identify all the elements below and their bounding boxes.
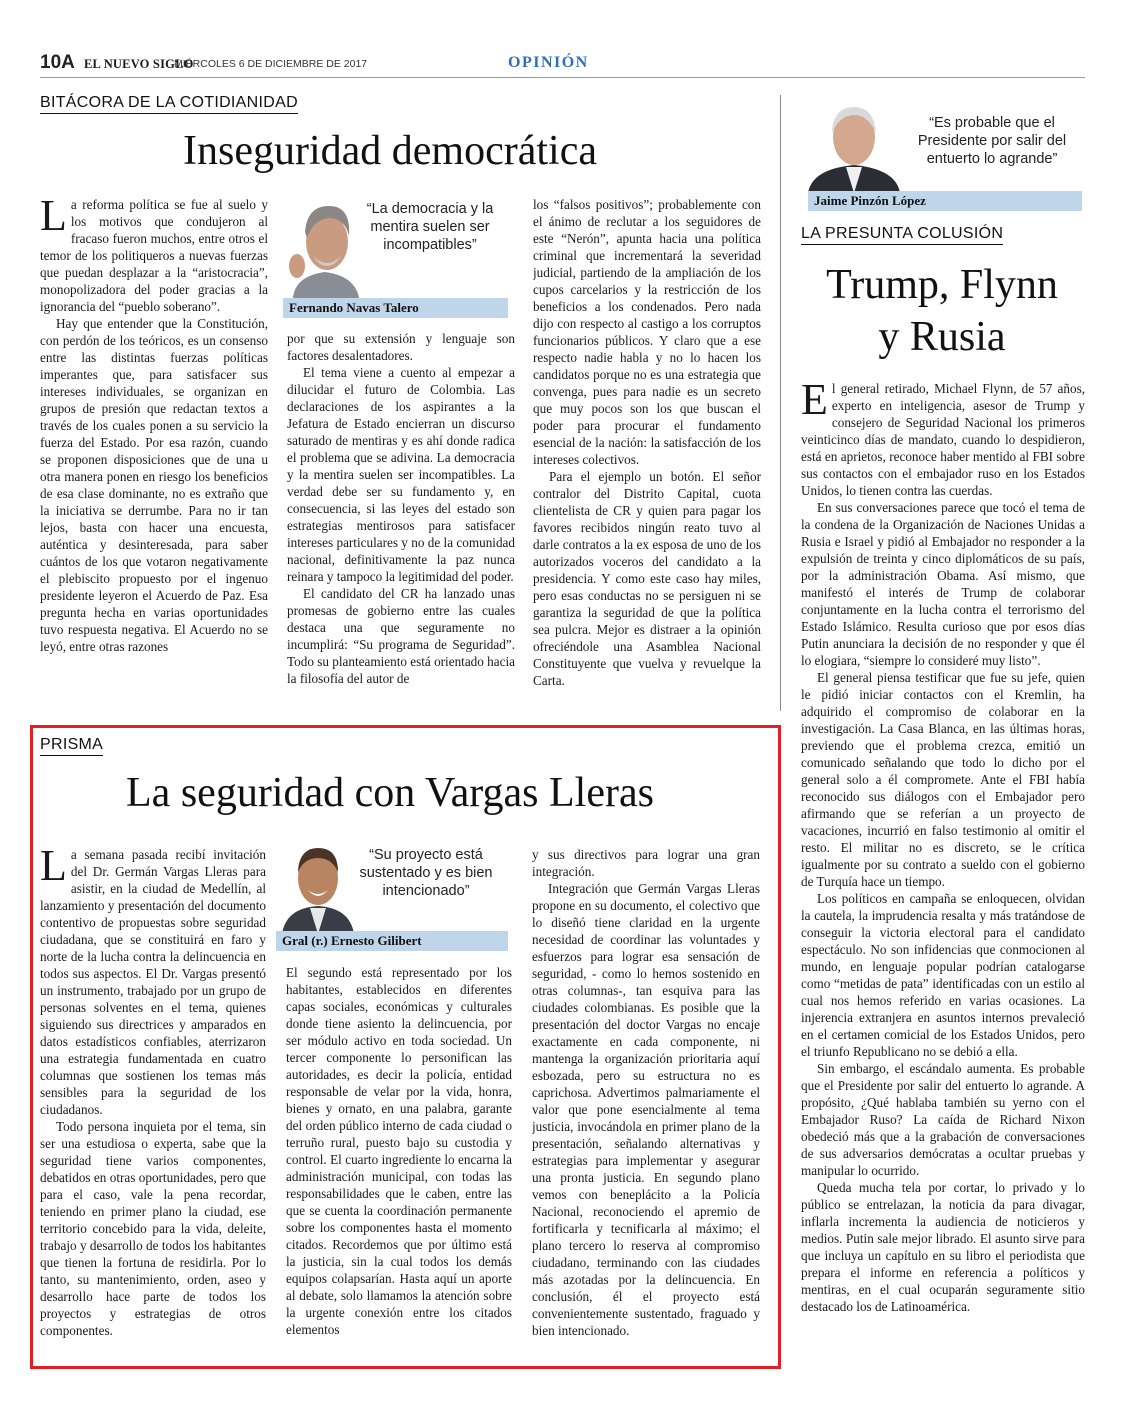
paragraph: Los políticos en campaña se enloquecen, olvidan la cautela, la imprudencia resalta y más tratándose de conseguir la victoria electoral para el candidato espectáculo. No son infidencias que conmocionen al mundo, en lenguaje popular podrían catalogarse como “metidas de pata” identificadas con un estilo al cual nos hemos referido en varias ocasiones. La injerencia extranjera en asuntos internos prevaleció en el certamen comicial de los Estados Unidos, pero el triunfo Republicano no se debió a ella. — [801, 891, 1085, 1059]
article3-headline-line-2: y Rusia — [878, 314, 1006, 360]
section-title: OPINIÓN — [508, 54, 589, 71]
paragraph: El general piensa testificar que fue su jefe, quien le pidió iniciar contactos con el Kremlin, ha adquirido el compromiso de colaborar en la investigación. La Casa Blanca, en las últimas horas, previendo que el problema crezca, emitió un comunicado señalando que todo lo dicho por el general solo a él compromete. Ante el FBI había reconocido sus diálogos con el Embajador pero afirmando que se referían a un proyecto de vacaciones, incurrió en falso testimonio al omitir el resto. El militar no es discreto, se le crítica igualmente por su contrato a sueldo con el gobierno de Turquía hace un tiempo. — [801, 670, 1085, 889]
paragraph: Para el ejemplo un botón. El señor contralor del Distrito Capital, cuota clientelista de CR y quien para pagar los favores recibidos ningún reato tuvo al darle contratos a la ex esposa de uno de los autorizados voceros del candidato a la presidencia. Y como este caso hay miles, pero esas conductas no se persiguen ni se garantiza la seguridad de que la política sea pulcra. Mejor es distraer a la opinión ofreciéndole una Asamblea Nacional Constituyente que vuelva y revuelque la Carta. — [533, 469, 761, 688]
newspaper-name: EL NUEVO SIGLO — [84, 57, 194, 71]
article1-dropcap: L — [40, 196, 67, 240]
article3-pull-quote: “Es probable que el Presidente por salir del entuerto lo agrande” — [917, 115, 1067, 167]
article2-headline: La seguridad con Vargas Lleras — [126, 770, 654, 816]
article2-author-byline: Gral (r.) Ernesto Gilibert — [276, 931, 508, 951]
article2-column-3 — [532, 846, 760, 1354]
issue-date: MIÉRCOLES 6 DE DICIEMBRE DE 2017 — [174, 58, 368, 70]
article2-column-1 — [40, 846, 266, 1354]
paragraph: Integración que Germán Vargas Lleras propone en su documento, el colectivo que lo diseñó tiene claridad en la urgente necesidad de coordinar las voluntades y esfuerzos para lograr esa sensación de seguridad, - como lo hemos sostenido en otras columnas-, tan esquiva para las ciudades colombianas. Es posible que la presentación del doctor Vargas no encaje exactamente en cada componente, ni mantenga la organización prioritaria aquí esbozada, pero su estructura no es caprichosa. Advertimos palmariamente el valor que pone esencialmente al tema justicia, invocándola en primer plano de la presentación, señalando alternativas y estrategias para implementar y asegurar una pronta justicia. En segundo plano vemos con beneplácito a la Policía Nacional, reconociendo el apremio de fortificarla y tecnificarla al máximo; el plano tercero lo reserva al compromiso ciudadano, terminando con las ciudades más azotadas por la delincuencia. En conclusión, él el proyecto está convenientemente sustentado, fraguado y bien intencionado. — [532, 881, 760, 1338]
article1-pull-quote: “La democracia y la mentira suelen ser incompatibles” — [366, 201, 494, 253]
paragraph: a reforma política se fue al suelo y los motivos que condujeron al fracaso fueron muchos, entre otros el temor de los politiqueros a nuevas fuerzas que puedan desplazar a la “aristocracia”, monopolizadora del poder gracias a la ignorancia del “pueblo soberano”. — [40, 197, 268, 314]
paragraph: y sus directivos para lograr una gran integración. — [532, 847, 760, 879]
article1-column-2 — [287, 330, 515, 706]
article2-column-2 — [286, 964, 512, 1354]
article3-dropcap: E — [801, 380, 828, 424]
paragraph: l general retirado, Michael Flynn, de 57 años, experto en inteligencia, asesor de Trump y consejero de Seguridad Nacional los primeros veinticinco días de mandato, cuando lo despidieron, está en aprietos, reconoce haber mentido al FBI sobre sus contactos con el embajador ruso en los Estados Unidos, lo tienen contra las cuerdas. — [801, 381, 1085, 498]
paragraph: El candidato del CR ha lanzado unas promesas de gobierno entre las cuales destaca una que seguramente no incumplirá: “Su programa de Seguridad”. Todo su planteamiento está orientado hacia la filosofía del autor de — [287, 586, 515, 686]
header-rule — [40, 77, 1085, 78]
article1-column-1 — [40, 196, 268, 706]
paragraph: En sus conversaciones parece que tocó el tema de la condena de la Organización de Naciones Unidas a Rusia e Israel y pidió al Embajador no responder a la expulsión de treinta y cinco diplomáticos de su país, por la administración Obama. Así mismo, que manifestó el interés de Trump de colaborar conjuntamente en la lucha contra el terrorismo del Estado Islámico. Resulta curioso que por esos días Putin anunciara la decisión de no responder y que él lo elogiara, “siempre lo consideré muy listo”. — [801, 500, 1085, 668]
article2-pull-quote: “Su proyecto está sustentado y es bien intencionado” — [359, 847, 493, 899]
article3-body — [801, 380, 1085, 1380]
paragraph: Queda mucha tela por cortar, lo privado y lo público se entrelazan, la noticia da para divagar, inflarla incrementa la audiencia de noticieros y medios. Putin sale mejor librado. El asunto sirve para que incluya un capítulo en su libro el periodista que prepara el informe en referencia a políticos y mentiras, en el cual ocuparán seguramente sitio destacado los de Latinoamérica. — [801, 1180, 1085, 1314]
article3-section-label: LA PRESUNTA COLUSIÓN — [801, 224, 1003, 245]
paragraph: El segundo está representado por los habitantes, establecidos en diferentes capas sociales, económicas y culturales donde tiene asiento la delincuencia, por ser módulo activo en toda sociedad. Un tercer componente lo personifican las autoridades, es decir la policía, entidad responsable de velar por la vida, honra, bienes y ornato, en una palabra, garante del orden público interno de cada ciudad o terruño rural, puesto bajo su custodia y control. El cuarto ingrediente lo encarna la administración municipal, con todas las responsabilidades que le caben, entre las que se cuenta la coordinación permanente sobre los componentes hasta el momento citados. Recordemos que por último está la justicia, sin la cual todos los demás equipos colapsarían. Hasta aquí un aporte al debate, solo llamamos la atención sobre la urgente conexión entre los citados elementos — [286, 965, 512, 1337]
article1-section-label: BITÁCORA DE LA COTIDIANIDAD — [40, 93, 298, 114]
article1-column-3 — [533, 196, 761, 706]
paragraph: Sin embargo, el escándalo aumenta. Es probable que el Presidente por salir del entuerto lo agrande. A propósito, ¿Qué hablaba también su yerno con el Embajador Ruso? La caída de Richard Nixon obedeció más que a la grabación de conversaciones de sus adversarios demócratas a ocultar pruebas y manipular lo ocurrido. — [801, 1061, 1085, 1178]
paragraph: por que su extensión y lenguaje son factores desalentadores. — [287, 331, 515, 363]
column-divider — [780, 95, 781, 711]
article1-author-byline: Fernando Navas Talero — [283, 298, 508, 318]
paragraph: El tema viene a cuento al empezar a dilucidar el futuro de Colombia. Las declaraciones de los aspirantes a la Jefatura de Estado encierran un discurso saturado de mentiras y es ahí donde radica el problema que se adivina. La democracia y la mentira suelen ser incompatibles. La verdad debe ser su fundamento y, en consecuencia, si las leyes del estado son estrategias mentirosos para satisfacer intereses particulares y no de la comunidad nacional, definitivamente la paz nunca reinara y tampoco la legitimidad del poder. — [287, 365, 515, 584]
paragraph: a semana pasada recibí invitación del Dr. Germán Vargas Lleras para asistir, en la ciudad de Medellín, al lanzamiento y presentación del documento contentivo de propuestas sobre seguridad ciudadana, que se constituirá en faro y norte de la lucha contra la delincuencia en todos sus aspectos. El Dr. Vargas presentó un instrumento, trabajado por un grupo de personas solventes en el tema, quienes siguiendo sus directrices y amparados en datos estadísticos confiables, aterrizaron una estrategia fundamentada en cuatro columnas que sostienen los temas más sensibles para la seguridad de los ciudadanos. — [40, 847, 266, 1117]
article3-author-byline: Jaime Pinzón López — [808, 191, 1082, 211]
paragraph: Hay que entender que la Constitución, con perdón de los teóricos, es un consenso entre las distintas fuerzas políticas imperantes que, para satisfacer sus intereses individuales, se organizan en grupos de presión que redactan textos a través de los cuales ponen a su servicio la fuerza del Estado. Por esa razón, cuando se proponen disposiciones que de una u otra manera ponen en riesgo los beneficios de esa clase dominante, no es extraño que la iniciativa se derrumbe. Para no ir tan lejos, basta con hacer una encuesta, auténtica y desinteresada, para saber cuántos de los que votaron negativamente el plebiscito propuesto por el ingenuo presidente leyeron el Acuerdo de Paz. Esa pregunta hecha en varias oportunidades tuvo respuesta negativa. El Acuerdo no se leyó, entre otras razones — [40, 316, 268, 654]
paragraph: los “falsos positivos”; probablemente con el ánimo de reclutar a los seguidores de este “Nerón”, apunta hacia una política criminal que incrementará la severidad judicial, partiendo de la ampliación de los cupos carcelarios y la restricción de los beneficios a los condenados. Pero nada dijo con respecto al castigo a los corruptos funcionarios públicos. Y claro que a ese respecto nadie habla y no lo hacen los candidatos porque no es una estrategia que convenga, pues para nadie es un secreto que muy pocos son los que buscan el poder para procurar el fundamento esencial de la nación: la satisfacción de los intereses colectivos. — [533, 197, 761, 467]
article2-section-label: PRISMA — [40, 735, 103, 756]
article2-dropcap: L — [40, 846, 67, 890]
paragraph: Todo persona inquieta por el tema, sin ser una estudiosa o experta, sabe que la seguridad tiene varios componentes, debatidos en otras oportunidades, pero que para el caso, vale la pena recordar, teniendo en primer plano la ciudad, ese territorio concebido para la vida, deleite, trabajo y desarrollo de todos los habitantes que tienen la fortuna de residirla. Por lo tanto, su mantenimiento, orden, aseo y desarrollo hace parte de todos los proyectos y estrategias de otros componentes. — [40, 1119, 266, 1338]
page-number: 10A — [40, 52, 75, 73]
article1-headline: Inseguridad democrática — [183, 128, 597, 174]
author-portrait — [806, 95, 902, 193]
article3-headline-line-1: Trump, Flynn — [826, 262, 1058, 308]
